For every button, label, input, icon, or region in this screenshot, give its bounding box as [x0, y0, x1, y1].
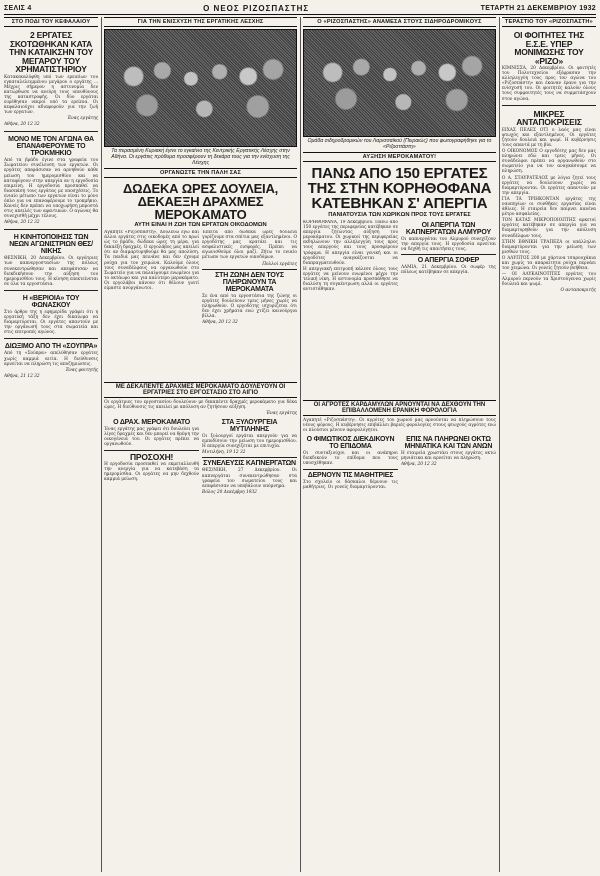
article-body: Αγαπητέ «Ριζοσπάστη», Δουλεύω εγώ και άλλοι εργάτες στις οικοδομές από το πρωί ώς το βράδυ, δώδεκα ώρες τη μέρα, για δεκαέξη δραχμές. Ο εργολάβος μας απειλεί ότι αν διαμαρτυρηθούμε θα μας απολύση. Τα παιδιά μας πεινάνε και δεν έχουμε ρούχα για τον χειμώνα. Καλούμε όλους τους συναδέλφους να οργανωθούν στο Σωματείο για να παλαίψουμε ενωμένοι για το οκτάωρο και για καλύτερο μεροκάματο. Οι εργολάβοι κάνουν ότι θέλουν γιατί είμαστε ανοργάνωτοι.	[104, 230, 200, 292]
divider	[401, 254, 496, 255]
headline-almyros-strike: ΟΙ ΑΠΕΡΓΙΑ ΤΩΝ ΚΑΠΝΕΡΓΑΤΩΝ ΑΛΜΥΡΟΥ	[405, 222, 491, 236]
banner-headline: ΟΙ ΑΓΡΟΤΕΣ ΚΑΡΔΑΜΥΛΩΝ ΑΡΝΟΥΝΤΑΙ ΝΑ ΔΕΧΘΟΥΝ ΤΗΝ ΕΠΙΒΑΛΛΟΜΕΝΗ ΕΡΑΝΙΚΗ ΦΟΡΟΛΟΓΙΑ	[303, 400, 496, 416]
masthead	[4, 3, 596, 15]
headline-veroia: Η «ΒΕΡΙΟΙΑ» ΤΟΥ ΦΩΝΑΣΚΟΥ	[22, 294, 80, 309]
article-right	[202, 230, 297, 380]
report-item: ΓΙΑ ΤΑ ΤΡΙΗΚΟΝΤΑΝ εργάτες της ναυπηγίων οι συνθήκες εργασίας είναι άθλιες. Η εταιρεία δεν παίρνει κανένα μέτρο ασφαλείας.	[501, 196, 596, 218]
article-body: ΚΙΜΝΙΣΣΑ, 20 Δεκεμβρίου. Οι φοιτητές του Πολυτεχνείου εξέφρασαν την αλληλεγγύη τους προς τον αγώνα του «Ριζοσπάστη» και έκαναν έρανο για την ενίσχυσή του. Οι φοιτητές καλούν όλους τους συμφοιτητές τους να συμμετάσχουν στον αγώνα.	[501, 66, 596, 102]
section-header: ΓΙΑ ΤΗΝ ΕΝΙΣΧΥΣΗ ΤΗΣ ΕΡΓΑΤΙΚΗΣ ΛΕΣΧΗΣ	[104, 17, 297, 27]
column-6	[499, 17, 596, 872]
newspaper-title: Ο ΝΕΟΣ ΡΙΖΟΣΠΑΣΤΗΣ	[203, 4, 310, 13]
article-columns	[104, 230, 297, 380]
report-item: Ο Α. ΣΤΑΥΡΑΤΕΛΟΣ με λόγια ζητεί τους εργάτες να δουλεύουν χωρίς να διαμαρτύρονται. Οι εργάτες απαντούν με την απεργία.	[501, 175, 596, 196]
article-body: Η εταιρεία χρωστάει στους εργάτες οκτώ μηνιάτικα και αρνείται να πληρώση.	[400, 451, 496, 462]
article-body: Οι συνταξιούχοι και οι ανάπηροι διεκδικούν το επίδομα που τους υποσχέθηκαν.	[303, 451, 398, 467]
dateline: Αθήνα, 20 12 32	[202, 320, 238, 326]
divider	[4, 290, 98, 291]
article-body: ΛΑΜΙΑ, 21 Δεκεμβρίου. Οι σωφέρ της πόλεως κατέβηκαν σε απεργία.	[400, 265, 496, 276]
column-2-3	[101, 17, 297, 872]
headline-twelve-hours: ΔΩΔΕΚΑ ΩΡΕΣ ΔΟΥΛΕΙΑ, ΔΕΚΑΕΞΗ ΔΡΑΧΜΕΣ ΜΕΡΟΚΑΜΑΤΟ	[123, 181, 279, 222]
report-item: ΣΤΗΝ ΕΘΝΙΚΗ ΤΡΑΠΕΖΑ οι υπάλληλοι διαμαρτύρονται για την μείωση των μισθών τους.	[501, 239, 596, 255]
headline-students: ΔΕΡΝΟΥΝ ΤΙΣ ΜΑΘΗΤΡΙΕΣ	[307, 471, 394, 479]
report-item: — ΟΙ ΑΛΥΚΑΙΝΟΤΙΤΕΣ εργάτες του Αλμυρού περνούν τα Χριστούγεννα χωρίς δουλειά και ψωμί.	[501, 272, 596, 288]
article-columns	[303, 434, 496, 872]
photo-railway-workers	[303, 29, 496, 137]
article-body: Η απεργιακή επιτροπή κάλεσε όλους τους εργάτες να μείνουν ενωμένοι μέχρι την τελική νίκη. Η αστυνομία προσπάθησε να διαλύση τη συγκέντρωση αλλά οι εργάτες αντιστάθηκαν.	[303, 266, 398, 293]
column-1	[4, 17, 98, 872]
headline-drivers-strike: Ο ΑΠΕΡΓΙΑ ΣΟΦΕΡ	[417, 257, 480, 265]
signature: Ένας εργάτης	[67, 116, 99, 122]
article-body: Η εργοδοσία προσπαθεί να εκμεταλλευθή την ανεργία για να κατεβάση τα ημερομίσθια. Οι εργάτες να μην δεχθούν καμμιά μείωση.	[104, 462, 200, 483]
article-left	[303, 220, 398, 398]
divider	[502, 105, 596, 106]
signature: Πολλοί εργάτες	[262, 261, 297, 267]
article-body: Οι ξυλουργοί εργάται απεργούν για να εμποδίσουν την μείωση του ημερομισθίου. Η απεργία συνεχίζεται με επιτυχία.	[202, 434, 297, 450]
headline-drachma: Ο ΔΡΑΧ. ΜΕΡΟΚΑΜΑΤΟ	[113, 419, 191, 427]
group-image	[304, 30, 495, 136]
report-item: Ο ΟΙΚΟΝΟΜΟΣ Ο εργοδότης μας δεν μας πληρώνει εδώ και τρεις μήνες. Οι συνάδελφοι πρέπει να οργανωθούν στο σωματείο για να τον αναγκάσουμε να πληρώση.	[501, 149, 596, 175]
section-header: Ο «ΡΙΖΟΣΠΑΣΤΗΣ» ΑΝΑΜΕΣΑ ΣΤΟΥΣ ΣΙΔΗΡΟΔΡΟΜΙΚΟΥΣ	[303, 17, 496, 27]
subheadline: ΠΑΝΙΑΤΟΥΣΙΑ ΤΩΝ ΧΩΡΙΚΩΝ ΠΡΟΣ ΤΟΥΣ ΕΡΓΑΤΕΣ	[328, 212, 471, 218]
column-4-5	[300, 17, 496, 872]
banner-headline: ΜΕ ΔΕΚΑΠΕΝΤΕ ΔΡΑΧΜΕΣ ΜΕΡΟΚΑΜΑΤΟ ΔΟΥΛΕΥΟΥΝ ΟΙ ΕΡΓΑΤΡΙΕΣ ΣΤΟ ΕΡΓΟΣΤΑΣΙΟ ΣΤΟ ΑΙΓΙΟ	[104, 382, 297, 398]
article-body: Έπειτα από δώδεκα ώρες δουλειά γυρίζουμε στα σπίτια μας εξαντλημένοι. Ο εργοδότης μας κρατάει και τις ασφαλιστικές εισφορές. Πρέπει να αγωνισθούμε όλοι μαζί. Ζήτω το ενιαίο μέτωπο των εργατών οικοδόμων.	[202, 230, 297, 261]
article-right	[401, 220, 496, 398]
article-left	[104, 230, 199, 380]
divider	[4, 131, 98, 132]
dateline: Αθήνα, 21 12 32	[4, 373, 40, 379]
article-body: Στο άρθρο της η εφημερίδα γράφει ότι η εργατική τάξη δεν έχει δικαίωμα να διαμαρτύρεται. Οι εργάτες απαντούν με την οργάνωσή τους στα σωματεία και στις επιτροπές αγώνος.	[4, 309, 99, 336]
dateline: Αθήνα, 20 12 32	[4, 220, 40, 226]
section-header: ΣΤΟ ΠΟΔΙ ΤΟΥ ΚΕΦΑΛΑΙΟΥ	[4, 17, 98, 27]
signature: Ένας φοιτητής	[65, 367, 99, 373]
headline-zone: ΣΤΗ ΖΩΝΗ ΔΕΝ ΤΟΥΣ ΠΛΗΡΩΝΟΥΝ ΤΑ ΜΕΡΟΚΑΜΑΤΑ	[215, 271, 284, 293]
headline-mytilene: ΣΤΑ ΞΥΛΟΥΡΓΕΙΑ ΜΥΤΙΛΗΝΗΣ	[221, 419, 278, 434]
article-body: ΘΕΣ/ΝΙΚΗ, 27 Δεκεμβρίου. Οι καπνεργάται συνεκεντρώθησαν στα γραφεία του σωματείου τους και απεφάσισαν να υποβάλουν υπόμνημα.	[202, 468, 297, 489]
article-columns	[303, 220, 496, 398]
divider	[4, 338, 98, 339]
divider	[202, 457, 297, 458]
article-body: Ένας εργάτης μας γράφει ότι δουλεύει για λίγες δραχμές και δεν μπορεί να θρέψη την οικογένειά του. Οι εργάτες πρέπει να οργανωθούν.	[104, 427, 200, 448]
dateline: Αθήνα, 20 12 32	[4, 122, 40, 128]
headline-tobacco-assembly: ΣΥΝΕΛΕΥΣΙΣ ΚΑΠΝΕΡΓΑΤΩΝ	[203, 460, 296, 468]
headline-150-workers: ΠΑΝΩ ΑΠΟ 150 ΕΡΓΑΤΕΣ ΤΗΣ ΣΤΗΝ ΚΟΡΗΘΟΦΑΝΑ ΚΑΤΕΒΗΚΑΝ Σ' ΑΠΕΡΓΙΑ	[307, 165, 492, 212]
signature: Ο ανταποκριτής	[560, 288, 596, 294]
divider	[303, 469, 398, 470]
issue-date: ΤΕΤΑΡΤΗ 21 ΔΕΚΕΜΒΡΙΟΥ 1932	[480, 5, 596, 12]
page-number: ΣΕΛΙΣ 4	[4, 5, 32, 12]
article-left	[303, 434, 398, 872]
article-body: Κατακεκαλύφθη υπό των ερειπίων του εγκαταλελειμμένου μεγάρου ο εργάτης ... Μέχρις σήμερον η αστυνομία δεν κατώρθωσε να ανεύρη τους υπευθύνους της καταστροφής. Οι δύο εργάται ευρέθησαν νεκροί υπό τα ερείπια. Οι κεφαλαιούχοι αδιαφορούν για την ζωή των εργατών.	[4, 74, 99, 116]
divider	[202, 269, 297, 270]
photo-caption: Τα περασμένη Κυριακή έγινε το εγκαίνιο της Κεντρικής Εργατικής Λέσχης στην Αθήνα. Οι εργάτες πρόθυμα προσφέρουν τη δεκάρα τους για την ενίσχυση της Λέσχης	[111, 148, 290, 166]
headline-eight-months: ΕΠΙΣ ΝΑ ΠΛΗΡΩΝΕΙ ΟΚΤΩ ΜΗΝΙΑΤΙΚΑ ΚΑΙ ΤΩΝ ΑΝΩΝ	[404, 436, 493, 451]
photo-caption: Ομάδα σιδηροδρομικών του Λαρισσαϊκού (Πειραιώς) που φωτογραφήθηκε για το «Ριζοσπάστη»	[307, 138, 492, 150]
report-item: ΕΙΧΑΣ ΠΕΛΕΣ ΟΤΙ ο λαός μας είναι φτωχός και εξαντλημένος. Οι εργάτες ζητούν δουλειά και ψωμί. Η κυβέρνησις τους απαντά με τη βία.	[501, 127, 596, 148]
dateline: Βόλος 20 Δεκέμβρη 1932	[202, 489, 257, 495]
crowd-image	[105, 30, 296, 146]
headline-workers-killed: 2 ΕΡΓΑΤΕΣ ΣΚΟΤΩΘΗΚΑΝ ΚΑΤΑ ΤΗΝ ΚΑΤΑΙΚΣΗΝ ΤΟΥ ΜΕΓΑΡΟΥ ΤΟΥ ΧΡΗΜΑΤΙΣΤΗΡΙΟΥ	[9, 30, 94, 74]
columns	[4, 17, 596, 872]
article-body: Οι καπνεργάται του Αλμυρού συνεχίζουν την απεργία τους. Η εργοδοσία αρνείται να δεχθή τις απαιτήσεις τους.	[400, 237, 496, 253]
article-body: Αγαπητέ «Ριζοσπάστη». Οι αγρότες του χωριού μας αρνούνται να πληρώσουν τους νέους φόρους. Η κυβέρνησις επιβάλλει βαριές φορολογίες στους φτωχούς αγρότες ενώ οι πλούσιοι μένουν αφορολόγητοι.	[303, 418, 496, 434]
dateline: Αθήνα, 20 12 32	[400, 462, 437, 468]
article-body: Οι εργάτριες του εργοστασίου δουλεύουν με δεκαπέντε δραχμές μεροκάματο για δέκα ώρες. Η διεύθυνσις τις απειλεί με απόλυση αν ζητήσουν αύξηση.	[104, 400, 297, 411]
headline-struggle: ΜΟΝΟ ΜΕ ΤΟΝ ΑΓΩΝΑ ΘΑ ΕΠΑΝΑΦΕΡΟΥΜΕ ΤΟ ΤΡΟΚΜΗΚΙΟ	[8, 136, 94, 158]
headline-soupra: ΔΙΩΞΙΜΟ ΑΠΟ ΤΗ «ΣΟΥΠΡΑ»	[4, 343, 98, 351]
section-header: ΤΕΡΑΣΤΙΟ ΤΟΥ «ΡΙΖΟΣΠΑΣΤΗ»	[502, 17, 596, 27]
headline-attention: ΠΡΟΣΟΧΗ!	[129, 451, 174, 462]
section-header: ΑΥΞΗΣΗ ΜΕΡΟΚΑΜΑΤΟΥ!	[303, 152, 496, 162]
article-body: Από τη «Σούπρα» απελύθησαν εργάτες χωρίς καμμιά αιτία. Η διεύθυνσις αρνείται να πληρώση τις αποζημιώσεις.	[4, 351, 99, 367]
article-body: ΚΟΡΗΘΟΦΑΝΑ, 19 Δεκεμβρίου. Πάνω από 150 εργάτες της περιφερείας κατέβηκαν σε απεργία ζητώντας αύξηση του μεροκάματου. Οι χωρικοί της περιφερείας εκδηλώνουν την αλληλεγγύη τους προς τους απεργούς και τους προσφέρουν τρόφιμα. Η απεργία είναι γενική και οι εργοδότες αναγκάζονται να διαπραγματευθούν.	[303, 220, 398, 266]
headline-thessaloniki: Η ΚΙΝΗΤΟΠΟΙΗΣΙΣ ΤΩΝ ΝΕΩΝ ΑΓΩΝΙΣΤΡΙΩΝ ΘΕΣ/ΝΙΚΗΣ	[9, 234, 93, 256]
headline-small-reports: ΜΙΚΡΕΣ ΑΝΤΑΠΟΚΡΙΣΕΙΣ	[516, 108, 582, 128]
report-item: ΤΟΝ ΚΑΤΑΣ ΜΙΚΡΟΠΟΙΟΠΤΗΣ αρκετοί εργάτες κατέβηκαν σε απεργία για να διαμαρτυρηθούν για την απόλυση συναδέλφων τους.	[501, 218, 596, 239]
article-left	[104, 417, 199, 872]
article-body: Σε ένα από τα εργοστάσια της ζώνης οι εργάτες δουλεύουν τρεις μήνες χωρίς να πληρωθούν. Ο εργοδότης ισχυρίζεται ότι δεν έχει χρήματα ενώ χτίζει καινούργια βίλλα.	[202, 293, 297, 319]
article-right	[401, 434, 496, 872]
divider	[104, 450, 199, 451]
article-right	[202, 417, 297, 872]
headline-allowance: Ο ΦΙΜΩΤΙΚΟΣ ΔΙΕΚΔΙΚΟΥΝ ΤΟ ΕΠΙΔΟΜΑ	[306, 436, 395, 451]
divider	[4, 229, 98, 230]
signature: Ένας εργάτης	[266, 411, 297, 417]
article-body: ΘΕΣΝΙΚΗ, 20 Δεκεμβρίου. Οι εργάτριες των καπνεργοστασίων της πόλεως συνεκεντρώθησαν και απεφάσισαν να διεκδικήσουν την αύξηση του ημερομισθίου τους. Η κίνηση επεκτείνεται σε όλα τα εργοστάσια.	[4, 256, 99, 287]
subheadline: ΑΥΤΗ ΕΙΝΑΙ Η ΖΩΗ ΤΩΝ ΕΡΓΑΤΩΝ ΟΙΚΟΔΟΜΩΝ	[134, 222, 267, 228]
section-header: ΟΡΓΑΝΩΣΤΕ ΤΗΝ ΠΑΛΗ ΣΑΣ	[104, 168, 297, 178]
dateline: Μυτιλήνη, 19 12 32	[202, 450, 246, 456]
article-body: Στο σχολείο οι δάσκαλοι δέρνουν τις μαθήτριες. Οι γονείς διαμαρτύρονται.	[303, 479, 398, 490]
headline-students-support: ΟΙ ΦΟΙΤΗΤΕΣ ΤΗΣ Ε.Σ.Ε. ΥΠΕΡ ΜΟΝΙΜΩΣΗΣ ΤΟΥ «ΡΙΖΟ»	[513, 30, 585, 66]
photo-workers-club	[104, 29, 297, 147]
article-body: Από τα βράδυ έγινε στα γραφεία του Σωματείου συνέλευση των εργατών. Οι εργάτες απεφάσισαν να αρνηθούν κάθε μείωση του ημερομισθίου και να καταφύγουν στην απεργία αν η εργοδοσία επιμείνη. Η εργοδοσία προσπαθεί να διασπάση τους εργάτας με υποσχέσεις. Το ενιαίο μέτωπο των εργατών είναι το μόνο όπλο για να επαναφέρουμε το τροκμήκιο. Κανείς δεν πρέπει να υποχωρήση μπροστά στις απειλές των αφεντικών. Ο αγώνας θα συνεχισθή μέχρι τέλους.	[4, 158, 99, 220]
report-item: Ο ΑΛΥΠΤΟΣ 200 με χάρτινα τσαρουχάκια και χωρίς τα απαραίτητα ρούχα περνάει τον χειμώνα. Οι γονείς ζητούν βοήθεια.	[501, 255, 596, 272]
article-columns	[104, 417, 297, 872]
